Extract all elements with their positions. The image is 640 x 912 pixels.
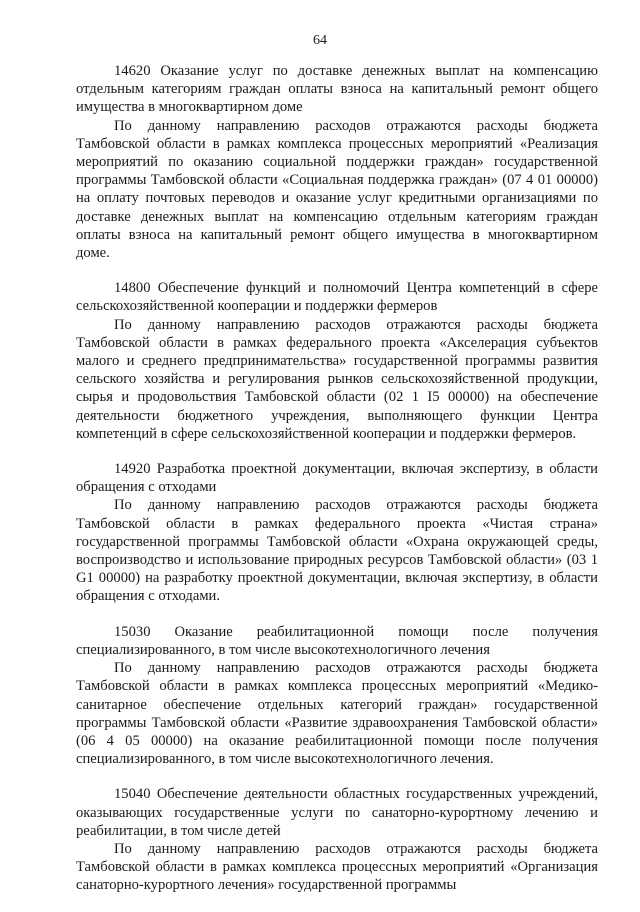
section-body: По данному направлению расходов отражаются расходы бюджета Тамбовской области в рамках комплекса процессных мероприятий «Организация санаторно-курортного лечения» государственной программы xyxy=(76,840,598,894)
section-body: По данному направлению расходов отражаются расходы бюджета Тамбовской области в рамках комплекса процессных мероприятий «Реализация мероприятий по оказанию социальной поддержки граждан» государственной программы Тамбовской области «Социальная поддержка граждан» (07 4 01 00000) на оплату почтовых переводов и оказание услуг кредитными организациями по доставке денежных выплат на компенсацию отдельным категориям граждан оплаты взноса на капитальный ремонт общего имущества в многоквартирном доме. xyxy=(76,117,598,262)
section-14920 xyxy=(76,460,598,606)
section-body: По данному направлению расходов отражаются расходы бюджета Тамбовской области в рамках федерального проекта «Чистая страна» государственной программы Тамбовской области «Охрана окружающей среды, воспроизводство и использование природных ресурсов Тамбовской области» (03 1 G1 00000) на разработку проектной документации, включая экспертизу, в области обращения с отходами. xyxy=(76,497,598,605)
section-heading: 14800 Обеспечение функций и полномочий Центра компетенций в сфере сельскохозяйственной кооперации и поддержки фермеров xyxy=(76,280,598,315)
section-heading: 14620 Оказание услуг по доставке денежных выплат на компенсацию отдельным категориям граждан оплаты взноса на капитальный ремонт общего имущества в многоквартирном доме xyxy=(76,63,598,116)
document-body xyxy=(76,62,598,912)
section-heading: 15030 Оказание реабилитационной помощи после получения специализированного, в том числе высокотехнологичного лечения xyxy=(76,623,598,658)
section-body: По данному направлению расходов отражаются расходы бюджета Тамбовской области в рамках комплекса процессных мероприятий «Медико-санитарное обеспечение отдельных категорий граждан» государственной программы Тамбовской области «Развитие здравоохранения Тамбовской области» (06 4 05 00000) на оказание реабилитационной помощи после получения специализированного, в том числе высокотехнологичного лечения. xyxy=(76,660,598,768)
section-body: По данному направлению расходов отражаются расходы бюджета Тамбовской области в рамках федерального проекта «Акселерация субъектов малого и среднего предпринимательства» государственной программы развития сельского хозяйства и регулирования рынков сельскохозяйственной продукции, сырья и продовольствия Тамбовской области (02 1 I5 00000) на обеспечение деятельности бюджетного учреждения, выполняющего функции Центра компетенций в сфере сельскохозяйственной кооперации и поддержки фермеров. xyxy=(76,316,598,442)
section-15030 xyxy=(76,623,598,769)
page-number: 64 xyxy=(313,33,327,48)
section-14800 xyxy=(76,279,598,443)
section-heading: 15040 Обеспечение деятельности областных государственных учреждений, оказывающих государственные услуги по санаторно-курортному лечению и реабилитации, в том числе детей xyxy=(76,786,598,839)
section-heading: 14920 Разработка проектной документации, включая экспертизу, в области обращения с отходами xyxy=(76,461,598,496)
section-15040 xyxy=(76,785,598,894)
section-14620 xyxy=(76,62,598,262)
